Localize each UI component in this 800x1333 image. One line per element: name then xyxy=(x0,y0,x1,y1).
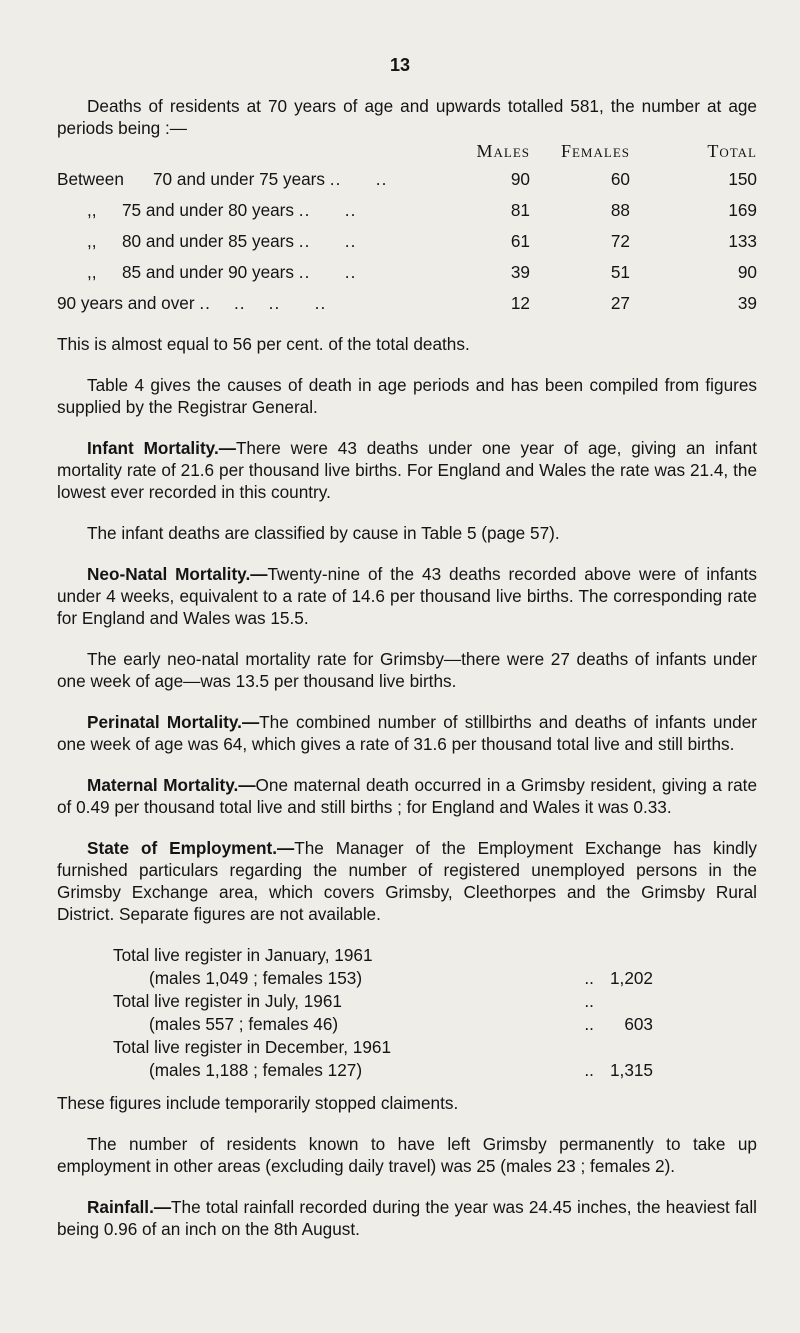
age-period-label xyxy=(57,163,427,194)
page-number: 13 xyxy=(389,55,411,75)
neonatal-mortality-paragraph xyxy=(57,563,757,629)
register-dots2: .. xyxy=(584,968,594,988)
row-lead: .. xyxy=(344,199,357,220)
row-lead: .. xyxy=(344,261,357,282)
total-value: 39 xyxy=(737,292,757,313)
register-blank xyxy=(600,1036,653,1059)
register-dots1: .. xyxy=(584,991,594,1011)
register-row xyxy=(113,990,653,1013)
maternal-mortality-heading: Maternal Mortality.— xyxy=(87,775,256,795)
register-line2: (males 1,049 ; females 153) xyxy=(149,968,363,988)
perinatal-mortality-paragraph xyxy=(57,711,757,755)
infant-mortality-paragraph xyxy=(57,437,757,503)
row-label: 85 and under 90 years xyxy=(122,261,295,282)
infant-mortality-heading: Infant Mortality.— xyxy=(87,438,236,458)
perinatal-mortality-text: The combined number of stillbirths and deaths of infants under one week of age was 64, which gives a rate of 31.6 per thousand total live and still births. xyxy=(57,712,757,754)
register-dots1 xyxy=(557,1036,600,1059)
row-dots: .. .. .. xyxy=(199,292,281,313)
register-row xyxy=(113,1059,653,1082)
females-value: 51 xyxy=(610,261,630,282)
neonatal-mortality-text: Twenty-nine of the 43 deaths recorded above were of infants under 4 weeks, equivalent to a rate of 14.6 per thousand live births. The corresponding rate for England and Wales was 15.5. xyxy=(57,564,757,628)
total-value: 133 xyxy=(728,230,757,251)
header-males: Males xyxy=(476,141,530,161)
maternal-mortality-paragraph xyxy=(57,774,757,818)
register-row xyxy=(113,967,653,990)
rainfall-text: The total rainfall recorded during the year was 24.45 inches, the heaviest fall being 0.96 of an inch on the 8th August. xyxy=(57,1197,757,1239)
equal-paragraph: This is almost equal to 56 per cent. of the total deaths. xyxy=(57,334,470,354)
total-value: 169 xyxy=(728,199,757,220)
row-lead: .. xyxy=(375,168,388,189)
males-value: 61 xyxy=(510,230,530,251)
perinatal-mortality-heading: Perinatal Mortality.— xyxy=(87,712,260,732)
neonatal-mortality-heading: Neo-Natal Mortality.— xyxy=(87,564,268,584)
register-line1: Total live register in January, 1961 xyxy=(113,945,373,965)
row-label: 70 and under 75 years xyxy=(153,168,326,189)
row-lead: .. xyxy=(314,292,327,313)
table-row xyxy=(57,287,757,318)
females-value: 60 xyxy=(610,168,630,189)
row-prefix: ,, xyxy=(87,261,97,282)
register-row xyxy=(113,1036,653,1059)
header-females: Females xyxy=(560,141,630,161)
register-dots2: .. xyxy=(584,1014,594,1034)
register-blank xyxy=(600,944,653,967)
age-period-label xyxy=(57,194,427,225)
row-dots: .. xyxy=(329,168,342,189)
age-table-header-blank xyxy=(57,139,427,163)
row-dots: .. xyxy=(298,230,311,251)
age-periods-table xyxy=(57,139,757,318)
register-value: 1,315 xyxy=(609,1060,653,1080)
register-line1: Total live register in December, 1961 xyxy=(113,1037,392,1057)
register-line2: (males 557 ; females 46) xyxy=(149,1014,339,1034)
table-row xyxy=(57,256,757,287)
age-period-label xyxy=(57,256,427,287)
females-value: 72 xyxy=(610,230,630,251)
maternal-mortality-text: One maternal death occurred in a Grimsby resident, giving a rate of 0.49 per thousand total live and still births ; for England and Wales it was 0.33. xyxy=(57,775,758,817)
rainfall-paragraph xyxy=(57,1196,757,1240)
register-line1: Total live register in July, 1961 xyxy=(113,991,342,1011)
males-value: 81 xyxy=(510,199,530,220)
row-label: 80 and under 85 years xyxy=(122,230,295,251)
register-row xyxy=(113,1013,653,1036)
left-grimsby-paragraph: The number of residents known to have left Grimsby permanently to take up employment in other areas (excluding daily travel) was 25 (males 23 ; females 2). xyxy=(57,1134,757,1176)
age-table-header-row xyxy=(57,139,757,163)
total-value: 150 xyxy=(728,168,757,189)
employment-text: The Manager of the Employment Exchange has kindly furnished particulars regarding the number of registered unemployed persons in the Grimsby Exchange area, which covers Grimsby, Cleethorpes and the Grimsby Rural District. Separate figures are not available. xyxy=(57,838,758,924)
age-period-label xyxy=(57,287,427,318)
employment-paragraph xyxy=(57,837,757,925)
row-dots: .. xyxy=(298,199,311,220)
register-value: 603 xyxy=(624,1014,653,1034)
row-lead: .. xyxy=(344,230,357,251)
row-dots: .. xyxy=(298,261,311,282)
table4-paragraph: Table 4 gives the causes of death in age periods and has been compiled from figures supplied by the Registrar General. xyxy=(57,375,757,417)
register-blank xyxy=(600,990,653,1013)
live-register-table xyxy=(113,944,653,1082)
row-label: 75 and under 80 years xyxy=(122,199,295,220)
table-row xyxy=(57,163,757,194)
intro-paragraph: Deaths of residents at 70 years of age and upwards totalled 581, the number at age periods being :— xyxy=(57,96,757,138)
females-value: 88 xyxy=(610,199,630,220)
total-value: 90 xyxy=(737,261,757,282)
register-value: 1,202 xyxy=(609,968,653,988)
row-label: 90 years and over xyxy=(57,292,195,313)
table-row xyxy=(57,225,757,256)
row-prefix: ,, xyxy=(87,230,97,251)
register-dots1 xyxy=(557,944,600,967)
page-content xyxy=(57,95,757,1259)
males-value: 39 xyxy=(510,261,530,282)
register-dots2: .. xyxy=(584,1060,594,1080)
row-prefix: Between xyxy=(57,168,124,189)
early-neonatal-paragraph: The early neo-natal mortality rate for Grimsby—there were 27 deaths of infants under one week of age—was 13.5 per thousand live births. xyxy=(57,649,757,691)
header-total: Total xyxy=(707,141,757,161)
females-value: 27 xyxy=(610,292,630,313)
register-line2: (males 1,188 ; females 127) xyxy=(149,1060,363,1080)
table5-paragraph: The infant deaths are classified by cause in Table 5 (page 57). xyxy=(87,523,560,543)
males-value: 90 xyxy=(510,168,530,189)
age-period-label xyxy=(57,225,427,256)
row-prefix: ,, xyxy=(87,199,97,220)
register-row xyxy=(113,944,653,967)
rainfall-heading: Rainfall.— xyxy=(87,1197,172,1217)
table-row xyxy=(57,194,757,225)
employment-heading: State of Employment.— xyxy=(87,838,295,858)
males-value: 12 xyxy=(510,292,530,313)
claimants-paragraph: These figures include temporarily stopped claiments. xyxy=(57,1093,459,1113)
infant-mortality-text: There were 43 deaths under one year of age, giving an infant mortality rate of 21.6 per thousand live births. For England and Wales the rate was 21.4, the lowest ever recorded in this country. xyxy=(57,438,757,502)
